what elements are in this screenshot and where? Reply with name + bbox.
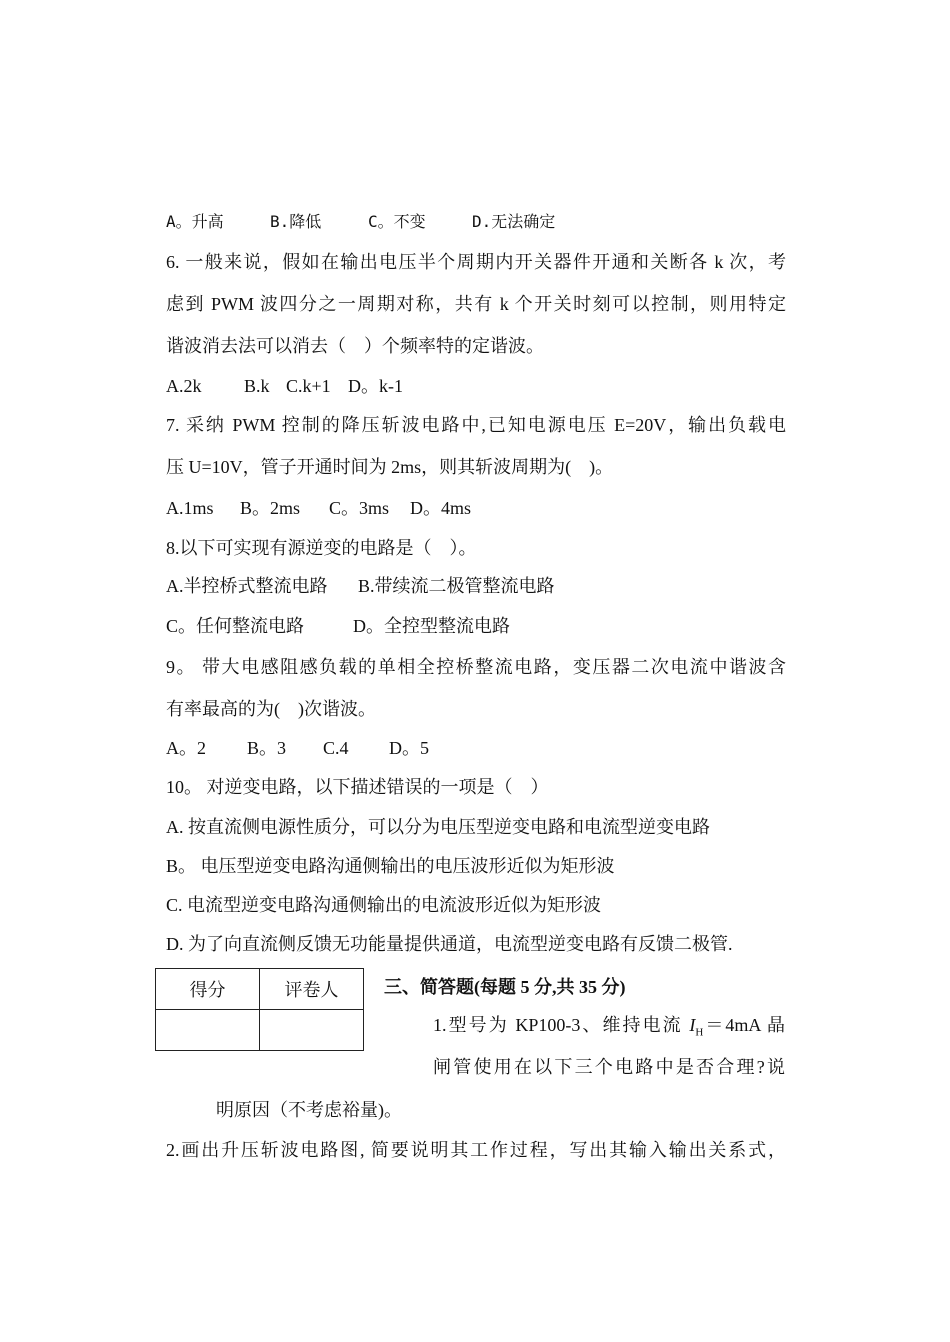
q8-options-row-1: [166, 574, 555, 598]
q6-line-3: 谐波消去法可以消去（ ）个频率特的定谐波。: [166, 336, 544, 356]
q8-option-c: C。任何整流电路: [166, 616, 305, 636]
q7-line-2: 压 U=10V，管子开通时间为 2ms，则其斩波周期为( )。: [166, 457, 614, 477]
q10-option-b: B。 电压型逆变电路沟通侧输出的电压波形近似为矩形波: [166, 856, 615, 876]
q9-line-1: 9。 带大电感阻感负载的单相全控桥整流电路，变压器二次电流中谐波含: [166, 657, 786, 677]
score-header: 得分: [156, 969, 260, 1010]
q6-option-d: D。k-1: [348, 376, 403, 396]
section-3-title: 三、简答题(每题 5 分,共 35 分): [384, 977, 626, 997]
q8-option-b: B.带续流二极管整流电路: [358, 576, 555, 596]
q6-option-a: A.2k: [166, 376, 202, 396]
q8-option-a: A.半控桥式整流电路: [166, 576, 328, 596]
q6-option-b: B.k: [244, 376, 270, 396]
q6-line-2: 虑到 PWM 波四分之一周期对称，共有 k 个开关时刻可以控制，则用特定: [166, 294, 786, 314]
q9-option-a: A。2: [166, 738, 206, 758]
grader-cell[interactable]: [260, 1010, 364, 1051]
q6-option-c: C.k+1: [286, 376, 331, 396]
q9-options: [166, 736, 429, 760]
q8-line-1: 8.以下可实现有源逆变的电路是（ ）。: [166, 538, 477, 558]
q7-option-c: C。3ms: [329, 498, 390, 518]
s3-q1-line-2: 闸管使用在以下三个电路中是否合理?说: [433, 1057, 785, 1077]
q6-line-1: 6. 一般来说，假如在输出电压半个周期内开关器件开通和关断各 k 次，考: [166, 252, 786, 272]
q5-option-a: A。升高: [166, 212, 224, 231]
s3-q1-subscript: H: [695, 1026, 704, 1039]
q7-option-a: A.1ms: [166, 498, 214, 518]
q5-option-b: B.降低: [270, 212, 322, 231]
q10-option-a: A. 按直流侧电源性质分，可以分为电压型逆变电路和电流型逆变电路: [166, 817, 710, 837]
q7-line-1: 7. 采纳 PWM 控制的降压斩波电路中,已知电源电压 E=20V，输出负载电: [166, 415, 786, 435]
s3-q1-suffix: ＝4mA 晶: [703, 1015, 785, 1035]
q7-option-b: B。2ms: [240, 498, 301, 518]
q7-options: [166, 496, 471, 520]
grader-header: 评卷人: [260, 969, 364, 1010]
q5-option-c: C。不变: [368, 212, 426, 231]
q10-option-d: D. 为了向直流侧反馈无功能量提供通道，电流型逆变电路有反馈二极管.: [166, 934, 733, 954]
score-cell[interactable]: [156, 1010, 260, 1051]
s3-q2-line-1: 2.画出升压斩波电路图, 简要说明其工作过程，写出其输入输出关系式，: [166, 1140, 786, 1160]
q9-line-2: 有率最高的为( )次谐波。: [166, 699, 376, 719]
score-table: [155, 968, 364, 1051]
q9-option-d: D。5: [389, 738, 429, 758]
s3-q1-prefix: 1.型号为 KP100-3、维持电流: [433, 1015, 690, 1035]
q7-option-d: D。4ms: [410, 498, 472, 518]
s3-q1-line-1: [433, 1013, 785, 1045]
q8-options-row-2: [166, 614, 510, 638]
q8-option-d: D。全控型整流电路: [353, 616, 510, 636]
q5-options: [166, 210, 555, 234]
q6-options: [166, 374, 403, 398]
q10-line-1: 10。 对逆变电路，以下描述错误的一项是（ ）: [166, 777, 549, 797]
q9-option-b: B。3: [247, 738, 287, 758]
q10-option-c: C. 电流型逆变电路沟通侧输出的电流波形近似为矩形波: [166, 895, 602, 915]
q5-option-d: D.无法确定: [472, 212, 556, 231]
s3-q1-variable: I: [689, 1015, 696, 1035]
q9-option-c: C.4: [323, 738, 349, 758]
s3-q1-line-3: 明原因（不考虑裕量)。: [216, 1100, 402, 1120]
